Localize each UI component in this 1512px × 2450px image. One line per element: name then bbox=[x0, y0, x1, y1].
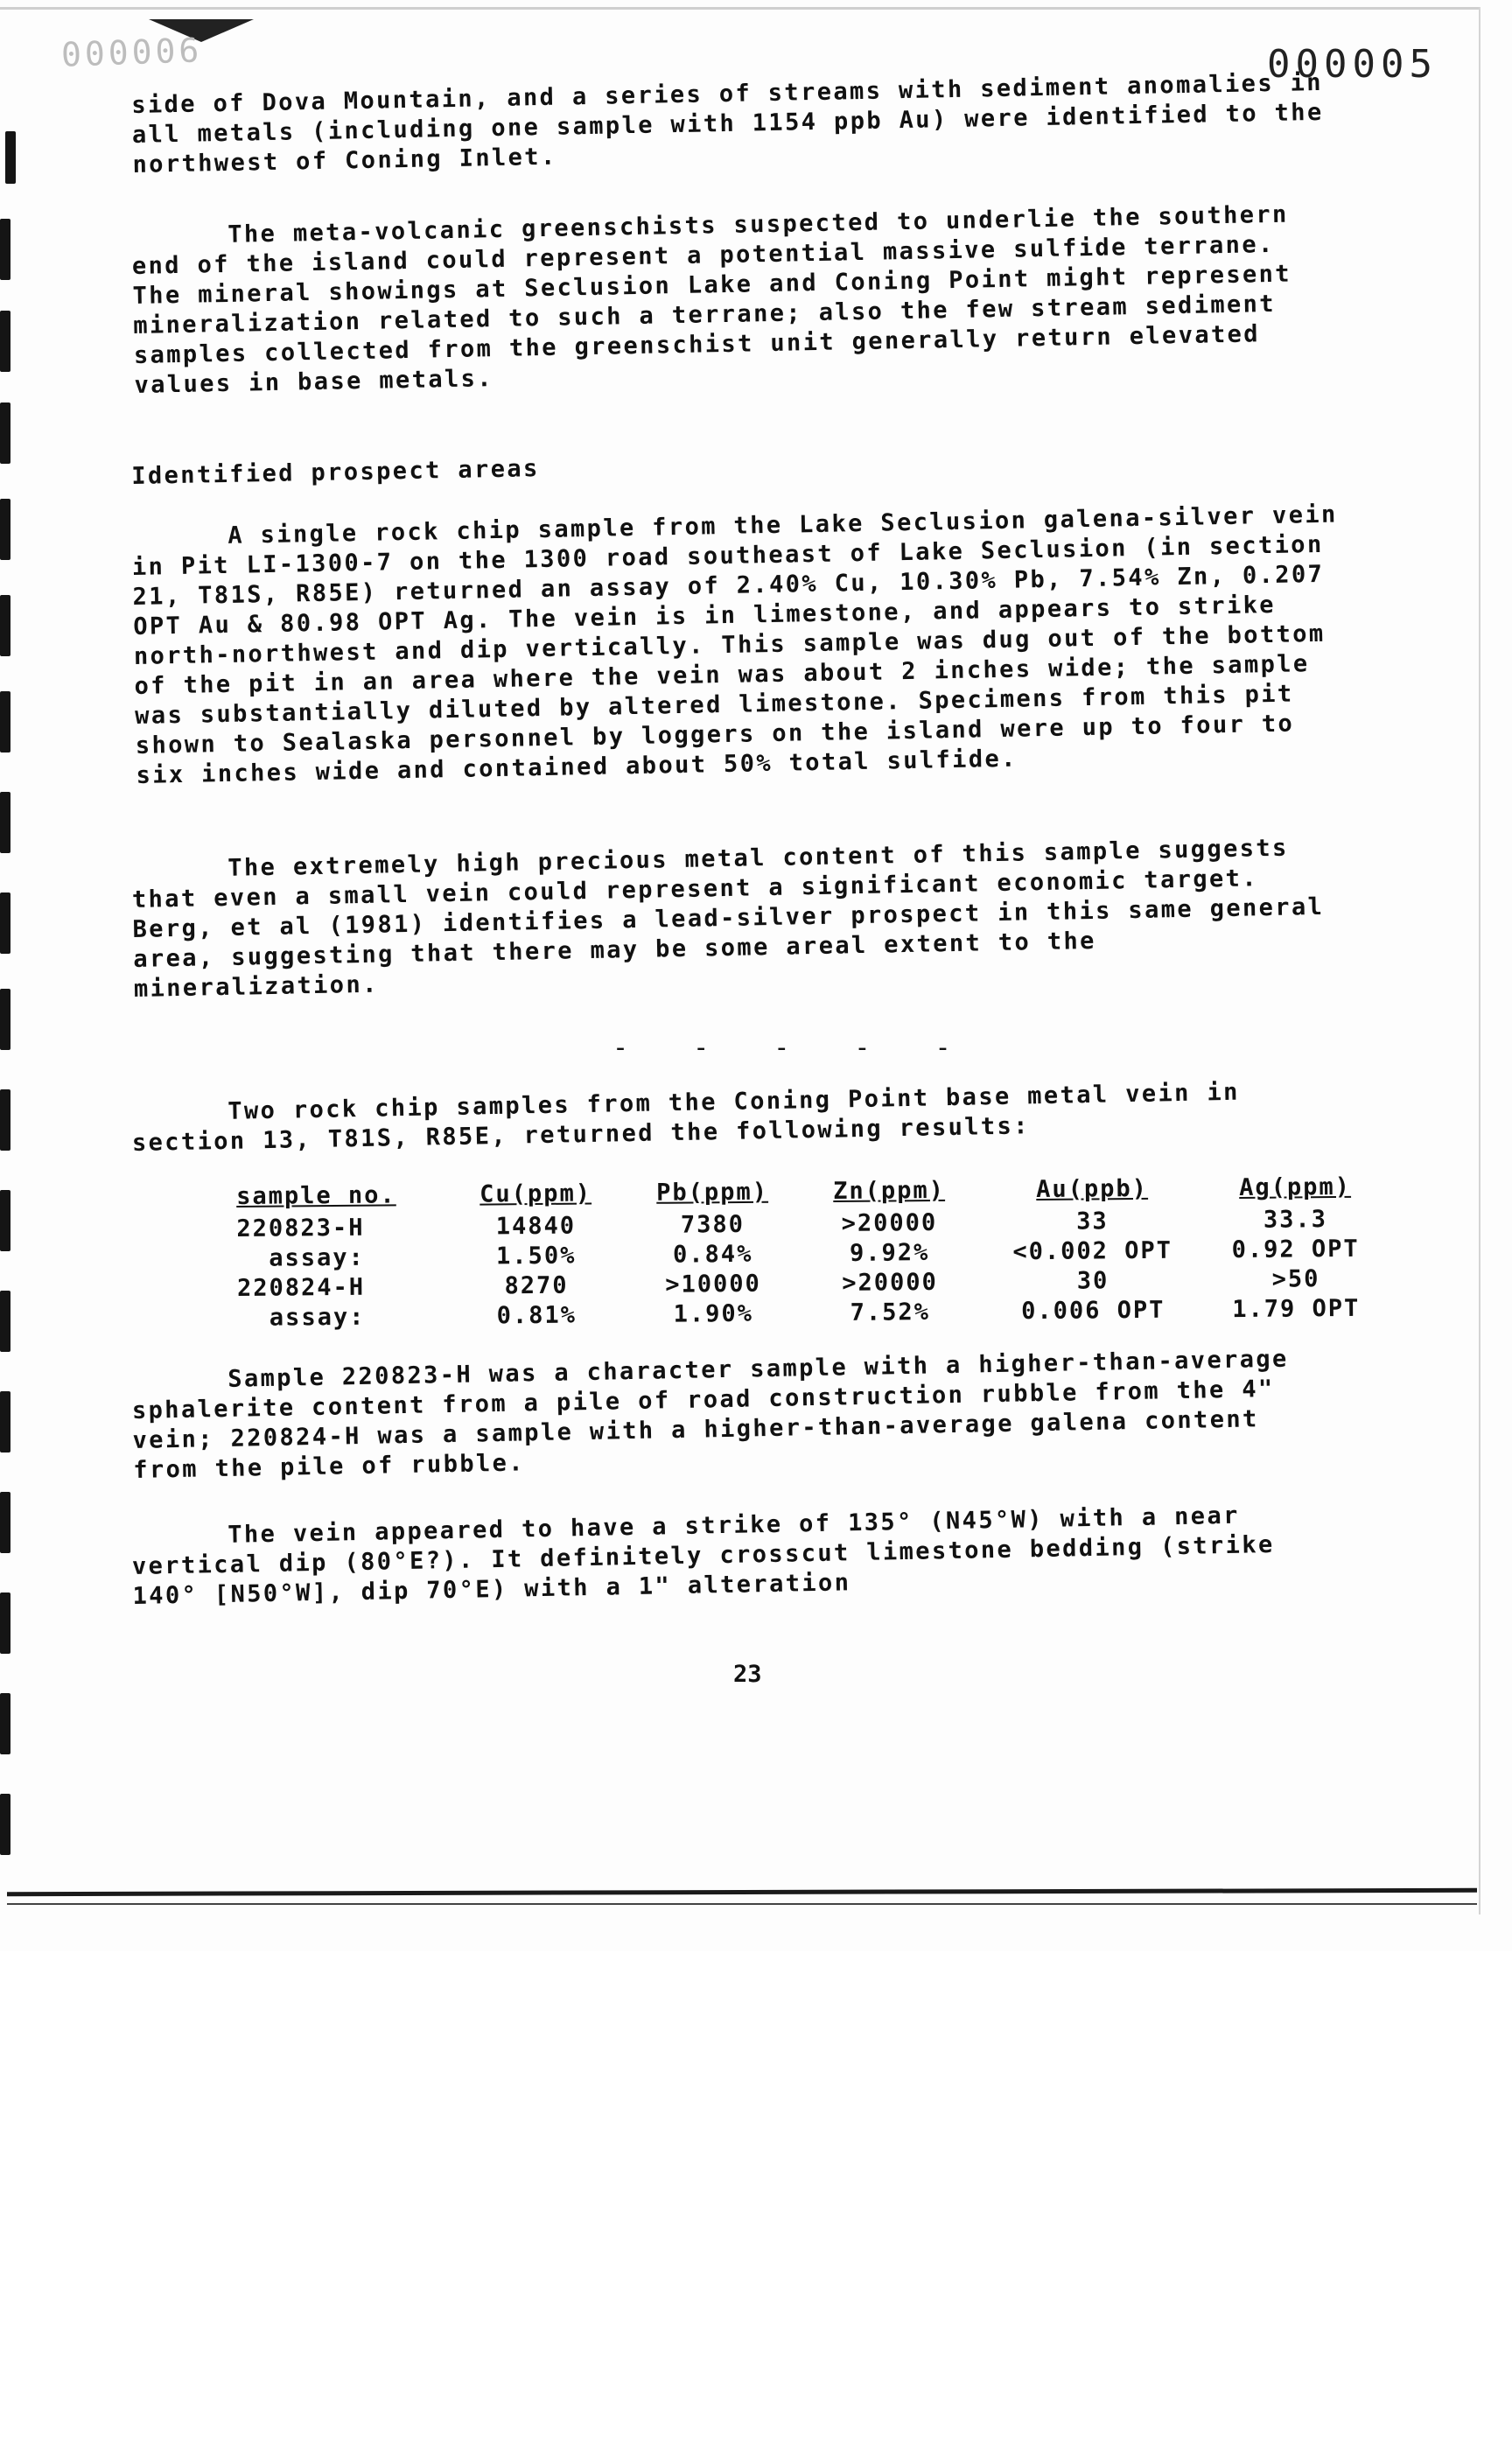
table-cell: 220823-H bbox=[236, 1214, 365, 1242]
page-number: 23 bbox=[733, 1661, 762, 1688]
column-header: Ag(ppm) bbox=[1239, 1172, 1352, 1201]
section-separator: - - - - - bbox=[612, 1032, 976, 1063]
paragraph-1-block bbox=[131, 68, 1340, 180]
table-cell: assay: bbox=[237, 1303, 366, 1332]
table-cell: >50 bbox=[1271, 1264, 1320, 1293]
table-cell: 0.006 OPT bbox=[1021, 1296, 1166, 1325]
binder-mark bbox=[0, 1592, 10, 1654]
paragraph-2-block bbox=[131, 200, 1342, 401]
assay-results-table bbox=[236, 1172, 1394, 1333]
column-header: Zn(ppm) bbox=[833, 1176, 946, 1206]
binder-mark bbox=[0, 1190, 10, 1251]
paragraph-5-block bbox=[131, 1076, 1340, 1158]
binder-mark bbox=[0, 989, 10, 1050]
binder-mark bbox=[0, 499, 10, 560]
paragraph-3-block bbox=[131, 500, 1344, 791]
table-cell: <0.002 OPT bbox=[1012, 1236, 1173, 1265]
paragraph-4: The extremely high precious metal content of this sample suggests that even a small vein could represent a significant economic target. Berg, et al (1981) identifies a lead-silver prospect in this same general area, suggesting that there may be some areal extent to the mineralization. bbox=[131, 834, 1325, 1003]
page-top-edge bbox=[0, 7, 1479, 10]
binder-mark bbox=[5, 131, 16, 184]
bleed-through-page-id: 000006 bbox=[60, 31, 203, 74]
binder-mark bbox=[0, 691, 10, 752]
section-heading: Identified prospect areas bbox=[131, 455, 540, 490]
page-right-edge bbox=[1479, 7, 1480, 1914]
binder-mark bbox=[0, 311, 10, 372]
table-cell: 30 bbox=[1076, 1266, 1110, 1295]
table-cell: >10000 bbox=[665, 1270, 761, 1298]
table-cell: 9.92% bbox=[849, 1238, 930, 1267]
binder-mark bbox=[0, 792, 10, 853]
bottom-edge-rule bbox=[7, 1903, 1477, 1905]
table-cell: 0.84% bbox=[672, 1240, 753, 1269]
binder-mark bbox=[0, 595, 10, 656]
paragraph-1: side of Dova Mountain, and a series of streams with sediment anomalies in all metals (including one sample with 1154 ppb Au) were identified to the northwest of Coning Inlet. bbox=[131, 68, 1324, 178]
binder-mark bbox=[0, 402, 10, 464]
table-cell: >20000 bbox=[842, 1268, 938, 1297]
paragraph-4-block bbox=[131, 833, 1341, 1004]
table-cell: 1.50% bbox=[495, 1242, 577, 1270]
paragraph-7-block bbox=[131, 1500, 1340, 1612]
table-cell: >20000 bbox=[841, 1208, 938, 1237]
table-cell: 33.3 bbox=[1263, 1205, 1328, 1234]
table-cell: 0.92 OPT bbox=[1231, 1235, 1360, 1264]
column-header: sample no. bbox=[236, 1181, 396, 1210]
table-cell: 7.52% bbox=[850, 1298, 931, 1326]
section-heading-block bbox=[131, 439, 1339, 492]
paragraph-3: A single rock chip sample from the Lake Seclusion galena-silver vein in Pit LI-1300-7 on the 1300 road southeast of Lake Seclusion (in section 21, T81S, R85E) returned an assay of 2.40% Cu, 10.30% Pb, 7.54% Zn, 0.207 OPT Au & 80.98 OPT Ag. The vein is in limestone, and appears to strike north-northwest and dip vertically. This sample was dug out of the bottom of the pit in an area where the vein was about 2 inches wide; the sample was substantially diluted by altered limestone. Specimens from this pit shown to Sealaska personnel by loggers on the island were up to four to six inches wide and contained about 50% total sulfide. bbox=[131, 500, 1338, 789]
paragraph-6-block bbox=[131, 1344, 1340, 1486]
binder-mark bbox=[0, 1794, 10, 1855]
table-cell: 7380 bbox=[680, 1210, 746, 1239]
column-header: Au(ppb) bbox=[1036, 1174, 1149, 1204]
table-cell: 1.90% bbox=[673, 1299, 754, 1328]
table-cell: 220824-H bbox=[236, 1273, 366, 1302]
binder-mark bbox=[0, 1291, 10, 1352]
binder-mark bbox=[0, 892, 10, 954]
table-cell: 8270 bbox=[504, 1271, 569, 1299]
page-id-stamp: 000005 bbox=[1267, 42, 1438, 87]
binder-mark bbox=[0, 1391, 10, 1452]
table-cell: 14840 bbox=[495, 1212, 577, 1240]
paragraph-2: The meta-volcanic greenschists suspected to underlie the southern end of the island could represent a potential massive sulfide terrane. The mineral showings at Seclusion Lake and Coning Point might represent mineralization related to such a terrane; also the few stream sediment samples collected from the greenschist unit generally return elevated values in base metals. bbox=[131, 200, 1292, 399]
paragraph-5: Two rock chip samples from the Coning Point base metal vein in section 13, T81S, R85E, returned the following results: bbox=[131, 1078, 1241, 1157]
binder-mark bbox=[0, 1089, 10, 1151]
column-header: Pb(ppm) bbox=[656, 1178, 769, 1207]
table-cell: 33 bbox=[1076, 1207, 1109, 1236]
table-cell: 0.81% bbox=[496, 1301, 578, 1329]
table-cell: 1.79 OPT bbox=[1232, 1294, 1361, 1323]
binder-mark bbox=[0, 219, 10, 280]
binder-mark bbox=[0, 1492, 10, 1553]
column-header: Cu(ppm) bbox=[480, 1180, 592, 1208]
paragraph-7: The vein appeared to have a strike of 135° (N45°W) with a near vertical dip (80°E?). It definitely crosscut limestone bedding (strike 140° [N50°W], dip 70°E) with a 1" alteration bbox=[131, 1502, 1275, 1610]
paragraph-6: Sample 220823-H was a character sample with a higher-than-average sphalerite content from a pile of road construction rubble from the 4" vein; 220824-H was a sample with a higher-than-average galena content from the pile of rubble. bbox=[131, 1345, 1289, 1484]
bottom-edge-rule bbox=[7, 1888, 1477, 1896]
binder-mark bbox=[0, 1693, 10, 1754]
table-cell: assay: bbox=[236, 1243, 365, 1272]
